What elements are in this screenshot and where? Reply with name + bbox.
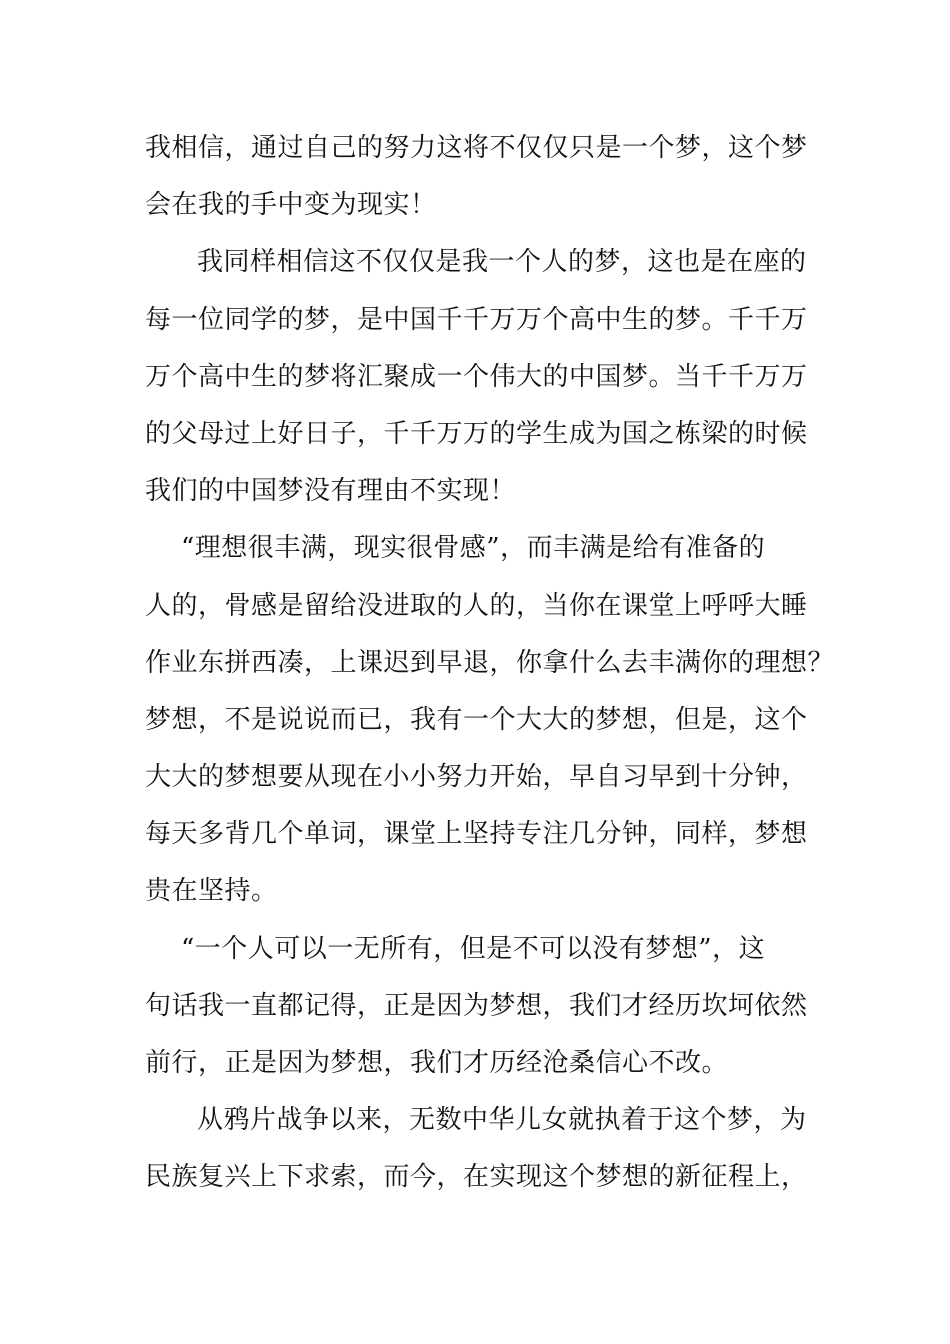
text-line: 每一位同学的梦，是中国千千万万个高中生的梦。千千万 xyxy=(145,304,808,335)
paragraph-start-line: 我同样相信这不仅仅是我一个人的梦，这也是在座的 xyxy=(197,247,807,278)
paragraph-start-line: “理想很丰满，现实很骨感”，而丰满是给有准备的 xyxy=(181,533,766,564)
text-line: 我相信，通过自己的努力这将不仅仅只是一个梦，这个梦 xyxy=(145,133,808,163)
text-line: 每天多背几个单词，课堂上坚持专注几分钟，同样，梦想 xyxy=(145,819,808,850)
text-line: 万个高中生的梦将汇聚成一个伟大的中国梦。当千千万万 xyxy=(145,361,808,392)
text-line: 我们的中国梦没有理由不实现！ xyxy=(145,476,517,507)
body-text xyxy=(145,120,835,1207)
text-line: 会在我的手中变为现实！ xyxy=(145,190,437,221)
text-line: 前行，正是因为梦想，我们才历经沧桑信心不改。 xyxy=(145,1048,729,1078)
text-line: 人的，骨感是留给没进取的人的，当你在课堂上呼呼大睡 xyxy=(145,590,808,621)
paragraph-start-line: “一个人可以一无所有，但是不可以没有梦想”，这 xyxy=(181,933,766,964)
text-line: 作业东拼西凑，上课迟到早退，你拿什么去丰满你的理想？ xyxy=(145,647,835,678)
text-line: 民族复兴上下求索，而今，在实现这个梦想的新征程上， xyxy=(145,1162,808,1193)
text-line: 贵在坚持。 xyxy=(145,876,278,907)
paragraph-start-line: 从鸦片战争以来，无数中华儿女就执着于这个梦，为 xyxy=(197,1105,807,1136)
text-line: 梦想，不是说说而已，我有一个大大的梦想，但是，这个 xyxy=(145,704,808,735)
text-line: 句话我一直都记得，正是因为梦想，我们才经历坎坷依然 xyxy=(145,990,808,1021)
text-line: 大大的梦想要从现在小小努力开始，早自习早到十分钟， xyxy=(145,762,808,793)
text-line: 的父母过上好日子，千千万万的学生成为国之栋梁的时候 xyxy=(145,418,808,449)
